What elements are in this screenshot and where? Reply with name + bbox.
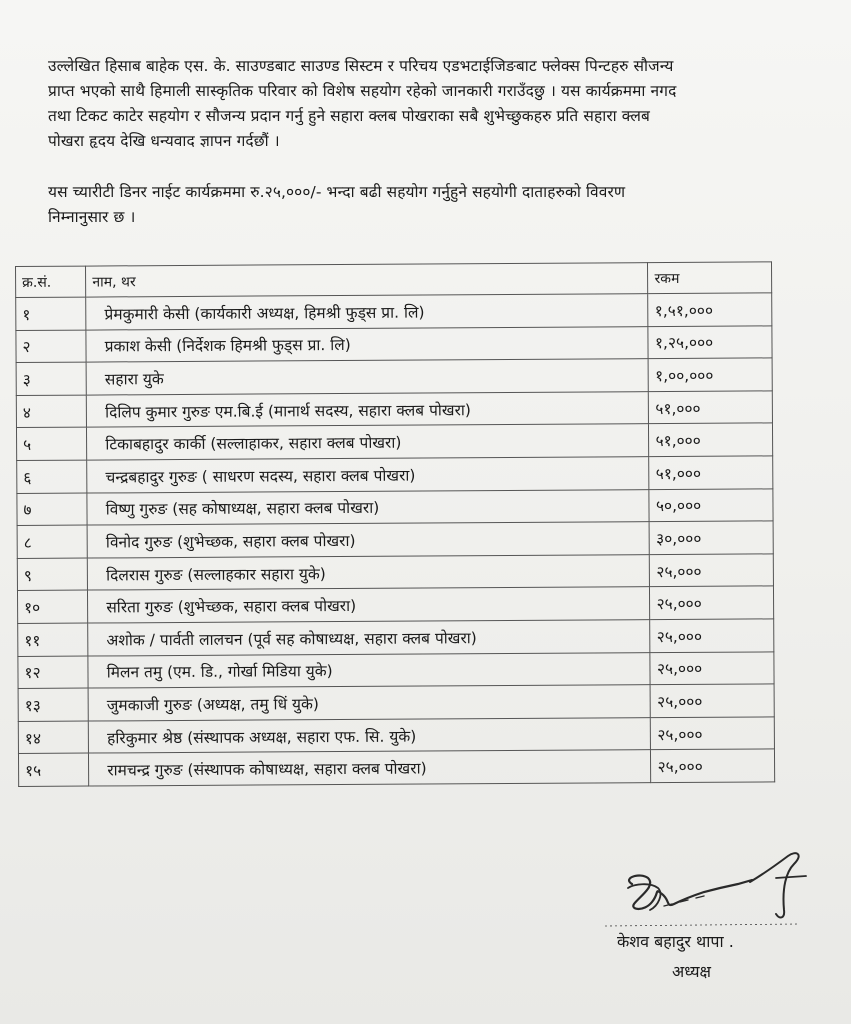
table-row xyxy=(16,391,772,428)
header-amount: रकम xyxy=(648,262,772,294)
row-amount: १,००,००० xyxy=(649,358,773,391)
table-row xyxy=(16,325,772,362)
row-sn: १५ xyxy=(18,753,88,786)
table-header-row xyxy=(16,262,772,298)
row-name: विनोद गुरुङ (शुभेच्छक, सहारा क्लब पोखरा) xyxy=(87,522,649,558)
row-amount: २५,००० xyxy=(651,717,775,750)
row-sn: १ xyxy=(16,297,86,330)
row-sn: ९ xyxy=(17,558,87,591)
intro-line: उल्लेखित हिसाब बाहेक एस. के. साउण्डबाट साउण्ड सिस्टम र परिचय एडभटाईजिङबाट फ्लेक्स पिन्टहरु सौजन्य xyxy=(48,57,674,75)
row-amount: २५,००० xyxy=(650,651,774,684)
intro-line: पोखरा हृदय देखि धन्यवाद ज्ञापन गर्दछौं । xyxy=(48,132,280,150)
row-name: चन्द्रबहादुर गुरुङ ( साधरण सदस्य, सहारा क्लब पोखरा) xyxy=(87,457,649,493)
row-name: प्रेमकुमारी केसी (कार्यकारी अध्यक्ष, हिमश्री फुड्स प्रा. लि) xyxy=(86,294,648,330)
row-sn: ४ xyxy=(16,395,86,428)
header-name: नाम, थर xyxy=(86,263,648,297)
row-name: विष्णु गुरुङ (सह कोषाध्यक्ष, सहारा क्लब पोखरा) xyxy=(87,489,649,525)
table-row xyxy=(16,293,772,330)
row-name: हरिकुमार श्रेष्ठ (संस्थापक अध्यक्ष, सहारा एफ. सि. युके) xyxy=(88,717,650,753)
signer-title: अध्यक्ष xyxy=(672,962,711,981)
row-name: अशोक / पार्वती लालचन (पूर्व सह कोषाध्यक्ष, सहारा क्लब पोखरा) xyxy=(88,620,650,656)
row-amount: ५०,००० xyxy=(649,488,773,521)
row-amount: २५,००० xyxy=(651,684,775,717)
row-sn: १२ xyxy=(18,656,88,689)
table-row xyxy=(16,358,772,395)
summary-paragraph xyxy=(48,180,848,230)
intro-paragraph xyxy=(48,54,848,154)
table-row xyxy=(17,554,773,591)
row-amount: ५१,००० xyxy=(649,456,773,489)
table-row xyxy=(18,651,774,688)
row-amount: १,२५,००० xyxy=(648,325,772,358)
table-body xyxy=(16,293,775,787)
row-name: टिकाबहादुर कार्की (सल्लाहाकर, सहारा क्लब पोखरा) xyxy=(87,424,649,460)
table-row xyxy=(18,717,774,754)
summary-line: निम्नानुसार छ । xyxy=(48,208,136,226)
intro-line: प्राप्त भएको साथै हिमाली सास्कृतिक परिवार को विशेष सहयोग रहेको जानकारी गराउँदछु । यस कार्यक्रममा नगद xyxy=(48,82,677,100)
row-sn: ११ xyxy=(18,623,88,656)
row-name: दिलिप कुमार गुरुङ एम.बि.ई (मानार्थ सदस्य, सहारा क्लब पोखरा) xyxy=(86,391,648,427)
row-name: सरिता गुरुङ (शुभेच्छक, सहारा क्लब पोखरा) xyxy=(88,587,650,623)
row-name: प्रकाश केसी (निर्देशक हिमश्री फुड्स प्रा. लि) xyxy=(86,326,648,362)
row-sn: ७ xyxy=(17,493,87,526)
row-sn: ८ xyxy=(17,525,87,558)
row-amount: ५१,००० xyxy=(649,423,773,456)
table-row xyxy=(16,423,772,460)
signer-name: केशव बहादुर थापा . xyxy=(617,932,734,951)
row-name: जुमकाजी गुरुङ (अध्यक्ष, तमु धिं युके) xyxy=(88,685,650,721)
row-sn: २ xyxy=(16,330,86,363)
row-amount: २५,००० xyxy=(650,554,774,587)
row-sn: १३ xyxy=(18,688,88,721)
summary-line: यस च्यारीटी डिनर नाईट कार्यक्रममा रु.२५,०००/- भन्दा बढी सहयोग गर्नुहुने सहयोगी दाताहरुको विवरण xyxy=(48,183,626,201)
row-sn: १० xyxy=(17,590,87,623)
table-row xyxy=(17,488,773,525)
row-sn: ३ xyxy=(16,362,86,395)
row-amount: २५,००० xyxy=(650,619,774,652)
table-row xyxy=(18,619,774,656)
row-sn: ६ xyxy=(17,460,87,493)
table-row xyxy=(18,684,774,721)
row-sn: १४ xyxy=(18,721,88,754)
row-sn: ५ xyxy=(16,427,86,460)
table-row xyxy=(17,521,773,558)
table-row xyxy=(17,586,773,623)
row-name: मिलन तमु (एम. डि., गोर्खा मिडिया युके) xyxy=(88,652,650,688)
row-name: रामचन्द्र गुरुङ (संस्थापक कोषाध्यक्ष, सहारा क्लब पोखरा) xyxy=(89,750,651,786)
header-sn: क्र.सं. xyxy=(16,266,86,297)
row-name: सहारा युके xyxy=(86,359,648,395)
table-row xyxy=(18,749,774,786)
row-name: दिलरास गुरुङ (सल्लाहकार सहारा युके) xyxy=(87,554,649,590)
row-amount: २५,००० xyxy=(651,749,775,782)
row-amount: १,५१,००० xyxy=(648,293,772,326)
table-row xyxy=(17,456,773,493)
signature-icon xyxy=(600,848,820,938)
row-amount: ३०,००० xyxy=(650,521,774,554)
row-amount: २५,००० xyxy=(650,586,774,619)
donor-table xyxy=(15,261,775,787)
row-amount: ५१,००० xyxy=(649,391,773,424)
intro-line: तथा टिकट काटेर सहयोग र सौजन्य प्रदान गर्नु हुने सहारा क्लब पोखराका सबै शुभेच्छुकहरु प्रति सहारा क्लब xyxy=(48,107,650,125)
